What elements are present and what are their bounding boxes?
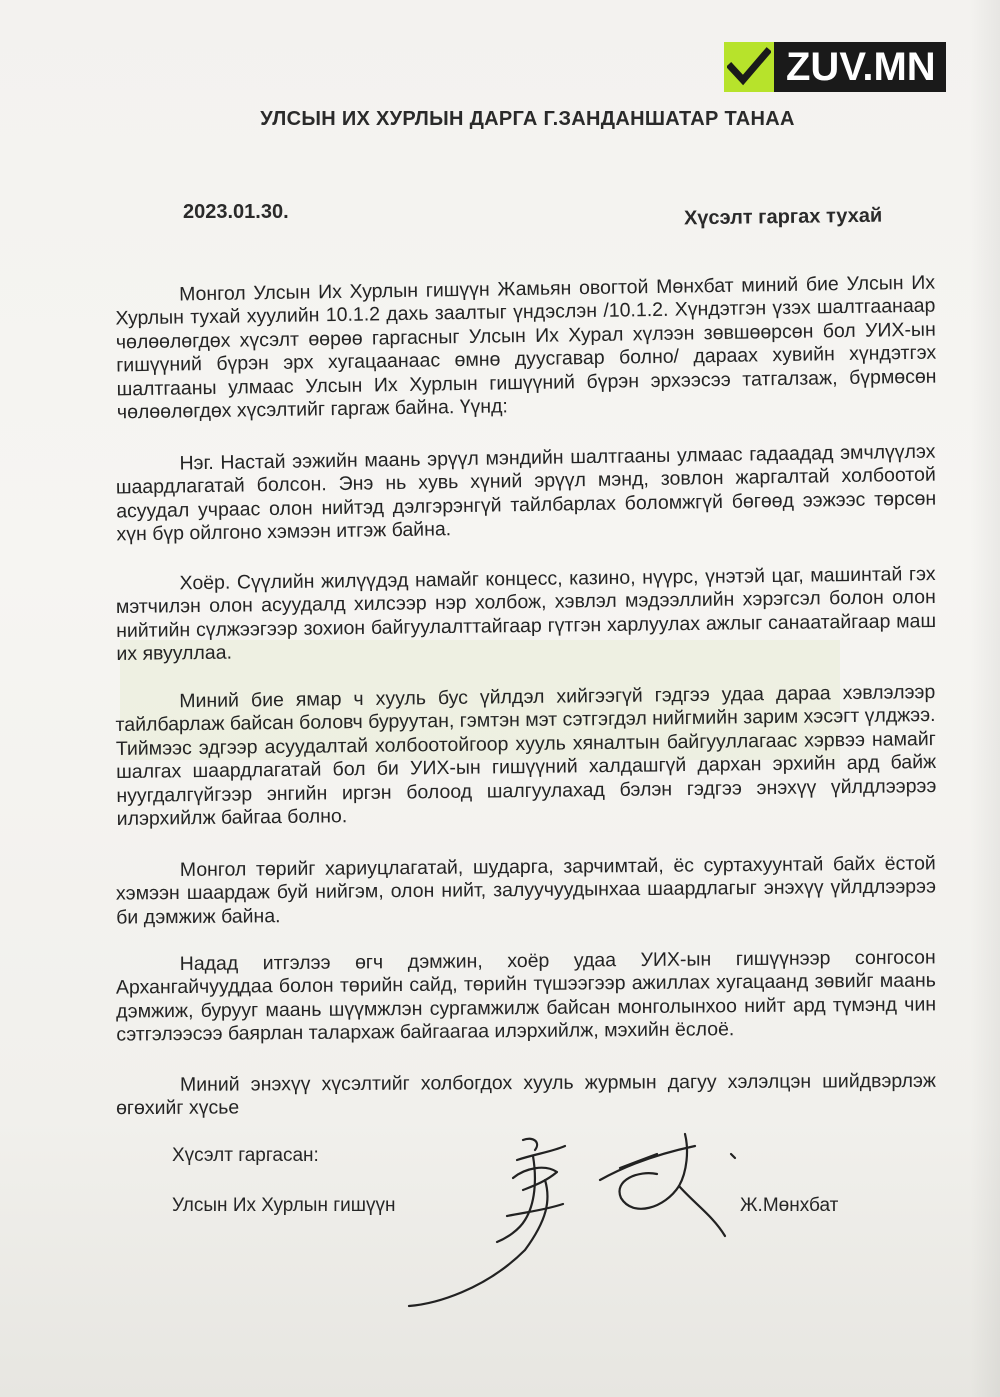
paragraph-text: Монгол Улсын Их Хурлын гишүүн Жамьян овогтой Мөнхбат миний бие Улсын Их Хурлын тухай хуулийн 10.1.2 дахь заалтыг үндэслэн /10.1.2. Хүндэтгэн үзэх шалтгаанаар чөлөөлөгдөх хүсэлт өөрөө гаргасныг Улсын Их Хурал хүлээн зөвшөөрсөн бол УИХ-ын гишүүний бүрэн эрх хугацаанаас өмнө дуусгавар болно/ дараах хувийн хүндэтгэх шалтгааны улмаас Улсын Их Хурлын гишүүний бүрэн эрхээсээ татгалзаж, бүрмөсөн чөлөөлөгдөх хүсэлтийг гаргаж байна. Үүнд: bbox=[115, 271, 937, 424]
paragraph-4 bbox=[115, 681, 937, 831]
paragraph-text: Надад итгэлээ өгч дэмжин, хоёр удаа УИХ-ын гишүүнээр сонгосон Архангайчууддаа болон төрийн сайд, төрийн түшээгээр ажиллах хугацаанд зөвийг маань дэмжиж, бурууг маань шүүмжлэн сургамжилж байсан монголынхоо нийт ард түмэнд чин сэтгэлээсээ баярлан талархаж байгаагаа илэрхийлж, мэхийн ёслоё. bbox=[115, 946, 937, 1046]
site-logo bbox=[724, 42, 946, 92]
check-icon bbox=[724, 42, 774, 92]
paragraph-text: Монгол төрийг хариуцлагатай, шударга, зарчимтай, ёс суртахуунтай байх ёстой хэмээн шаардаж буй нийгэм, олон нийт, залуучуудынхаа шаардлагыг энэхүү үйлдлээрээ би дэмжиж байна. bbox=[115, 852, 937, 929]
paragraph-text: Миний бие ямар ч хууль бус үйлдэл хийгээгүй гэдгээ удаа дараа хэвлэлээр тайлбарлаж байсан боловч буруутан, гэмтэн мэт сэтгэгдэл нийгмийн зарим хэсэгт үлджээ. Тиймээс эдгээр асуудалтай холбоотойгоор хууль хяналтын байгууллагаас хэрвээ намайг шалгах шаардлагатай бол би УИХ-ын гишүүний халдашгүй дархан эрхийн ард байж нуугдалгүйгээр энгийн иргэн болоод шалгуулахад бэлэн гэдгээ энэхүү үйлдлээрээ илэрхийлж байгаа болно. bbox=[115, 680, 937, 831]
paragraph-text: Нэг. Настай ээжийн маань эрүүл мэндийн шалтгааны улмаас гадаадад эмчлүүлэх шаардлагатай болсон. Энэ нь хувь хүний эрүүл мэнд, зовлон жаргалтай холбоотой асуудал учраас олон нийтэд дэлгэрэнгүй тайлбарлах боломжгүй бөгөөд ээжээс төрсөн хүн бүр ойлгоно хэмээн итгэж байна. bbox=[115, 440, 937, 546]
submitted-label: Хүсэлт гаргасан: bbox=[172, 1145, 319, 1166]
signer-name: Ж.Мөнхбат bbox=[740, 1195, 839, 1216]
paragraph-7 bbox=[116, 1070, 936, 1121]
paragraph-3 bbox=[115, 563, 936, 667]
paragraph-text: Хоёр. Сүүлийн жилүүдэд намайг концесс, казино, нүүрс, үнэтэй цаг, машинтай гэх мэтчилэн олон асуудалд хилсээр нэр холбож, хэвлэл мэдээллийн хэрэгсэл болон олон нийтийн сүлжээгээр зохион байгуулалттайгаар гүтгэн харлуулах ажлыг санаатайгаар маш их явууллаа. bbox=[115, 562, 937, 666]
paragraph-6 bbox=[116, 946, 937, 1047]
paragraph-2 bbox=[115, 441, 936, 547]
letter-subject: Хүсэлт гаргах тухай bbox=[683, 204, 883, 230]
page-shadow bbox=[970, 0, 1000, 1397]
letter-addressee: УЛСЫН ИХ ХУРЛЫН ДАРГА Г.ЗАНДАНШАТАР ТАНАА bbox=[260, 108, 795, 130]
logo-text: ZUV.MN bbox=[786, 45, 936, 89]
signer-title: Улсын Их Хурлын гишүүн bbox=[172, 1195, 396, 1216]
handwritten-signature bbox=[395, 1120, 795, 1320]
paragraph-5 bbox=[116, 852, 937, 929]
paragraph-1 bbox=[115, 272, 937, 425]
letter-date: 2023.01.30. bbox=[183, 201, 289, 223]
paragraph-text: Миний энэхүү хүсэлтийг холбогдох хууль журмын дагуу хэлэлцэн шийдвэрлэж өгөхийг хүсье bbox=[116, 1069, 936, 1120]
